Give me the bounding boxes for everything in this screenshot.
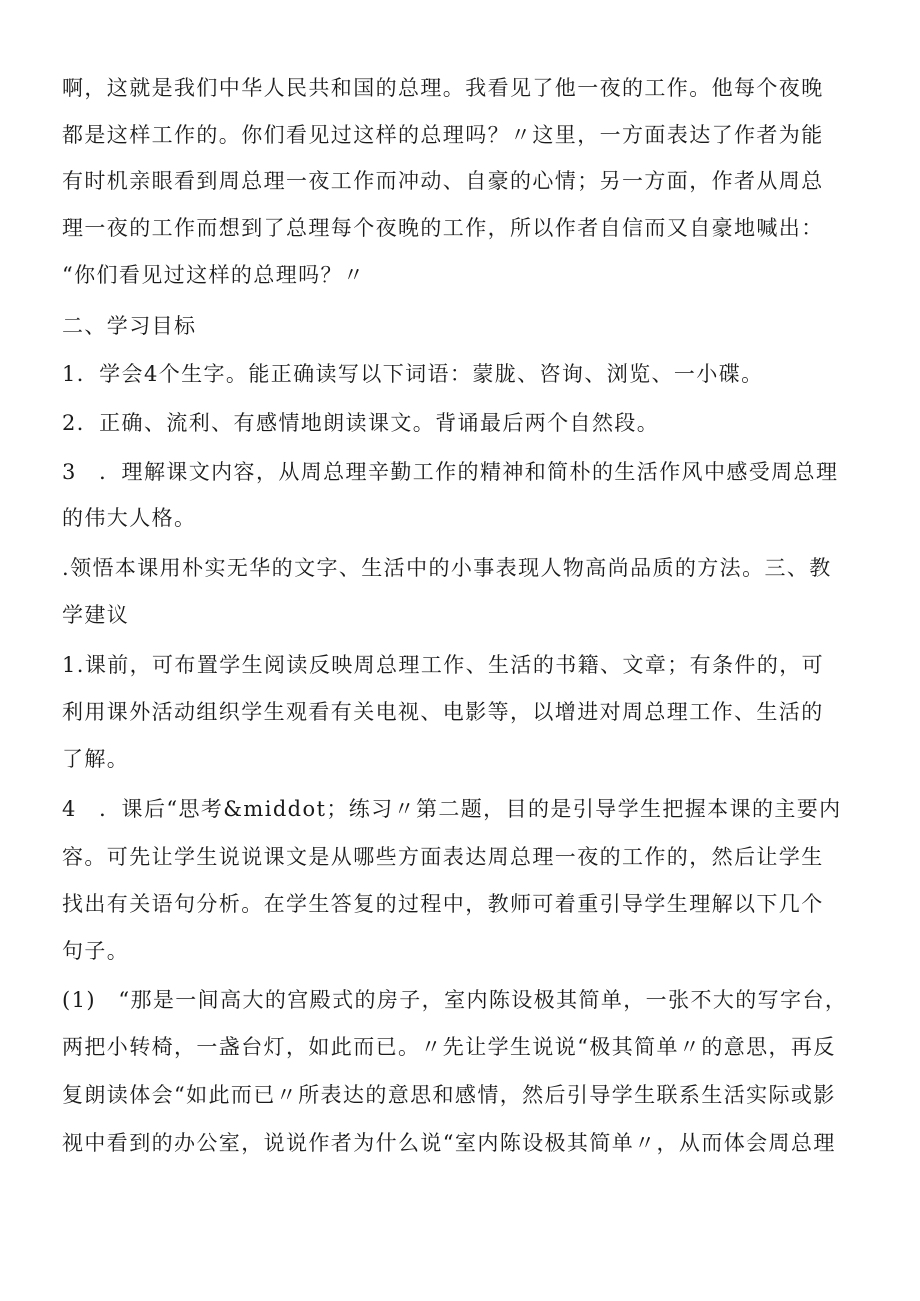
text-line-21: 两把小转椅，一盏台灯，如此而已。〃先让学生说说“极其简单〃的意思，再反 <box>62 1035 836 1059</box>
text-line-18: 找出有关语句分析。在学生答复的过程中，教师可着重引导学生理解以下几个 <box>62 892 824 916</box>
text-line-19: 句子。 <box>62 939 130 963</box>
text-line-12: 学建议 <box>62 603 130 627</box>
goal-item-4: .领悟本课用朴实无华的文字、生活中的小事表现人物高尚品质的方法。三、教 <box>62 556 832 580</box>
text-line-17: 容。可先让学生说说课文是从哪些方面表达周总理一夜的工作的，然后让学生 <box>62 845 824 869</box>
sentence-item-1: (1) “那是一间高大的宫殿式的房子，室内陈设极其简单，一张不大的写字台， <box>62 988 848 1012</box>
goal-item-1: 1．学会4个生字。能正确读写以下词语：蒙胧、咨询、浏览、一小碟。 <box>62 362 764 386</box>
text-line-5: “你们看见过这样的总理吗？〃 <box>62 263 366 287</box>
text-line-10: 的伟大人格。 <box>62 506 197 530</box>
text-line-1: 啊，这就是我们中华人民共和国的总理。我看见了他一夜的工作。他每个夜晚 <box>62 76 824 100</box>
suggestion-item-1: 1.课前，可布置学生阅读反映周总理工作、生活的书籍、文章；有条件的，可 <box>62 653 825 677</box>
text-line-22: 复朗读体会“如此而已〃所表达的意思和感情，然后引导学生联系生活实际或影 <box>62 1083 836 1107</box>
goal-item-2: 2．正确、流利、有感情地朗读课文。背诵最后两个自然段。 <box>62 411 660 435</box>
text-line-2: 都是这样工作的。你们看见过这样的总理吗？〃这里，一方面表达了作者为能 <box>62 123 824 147</box>
text-line-14: 利用课外活动组织学生观看有关电视、电影等，以增进对周总理工作、生活的 <box>62 700 824 724</box>
text-line-15: 了解。 <box>62 747 130 771</box>
text-line-4: 理一夜的工作而想到了总理每个夜晚的工作，所以作者自信而又自豪地喊出： <box>62 216 824 240</box>
text-line-3: 有时机亲眼看到周总理一夜工作而冲动、自豪的心情；另一方面，作者从周总 <box>62 169 824 193</box>
goal-item-3: 3 ．理解课文内容，从周总理辛勤工作的精神和简朴的生活作风中感受周总理 <box>62 460 839 484</box>
section-heading-learning-goals: 二、学习目标 <box>62 314 197 338</box>
suggestion-item-4: 4 ．课后“思考&middot；练习〃第二题，目的是引导学生把握本课的主要内 <box>62 797 842 821</box>
text-line-23: 视中看到的办公室，说说作者为什么说“室内陈设极其简单〃，从而体会周总理 <box>62 1131 836 1155</box>
